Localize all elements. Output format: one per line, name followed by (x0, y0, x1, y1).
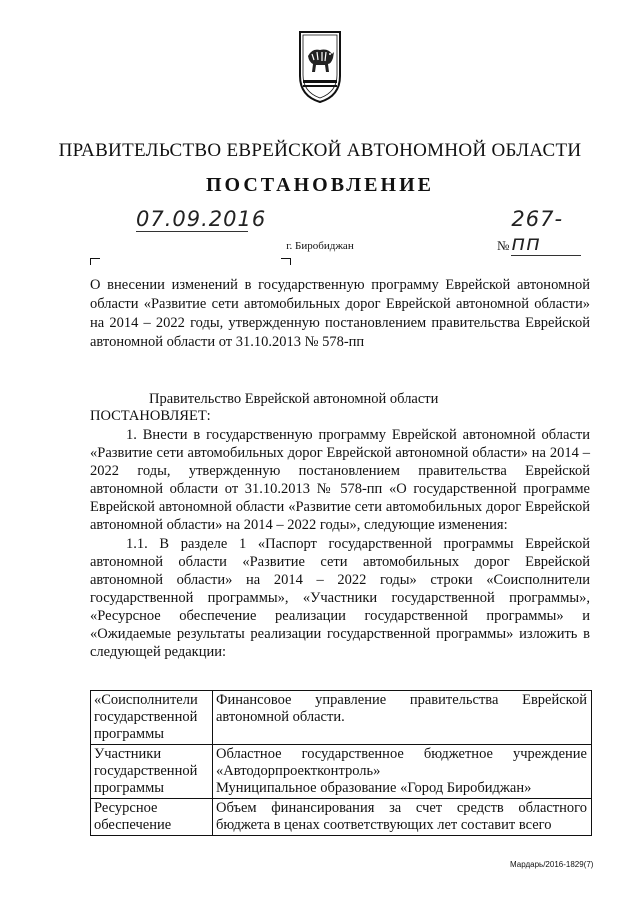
cell-line: Муниципальное образование «Город Биробиджан» (216, 780, 532, 796)
subject-bracket-right (281, 258, 291, 265)
paragraph-1: 1. Внести в государственную программу Еврейской автономной области «Развитие сети автомобильных дорог Еврейской автономной области» на 2014 – 2022 годы, утвержденную постановлением правительства Еврейской автономной области от 31.10.2013 № 578-пп «О государственной программе Еврейской автономной области «Развитие сети автомобильных дорог Еврейской автономной области» на 2014 – 2022 годы», следующие изменения: (90, 427, 590, 534)
number-sign: № (497, 238, 510, 253)
document-number: 267-пп (511, 207, 581, 256)
preamble: Правительство Еврейской автономной области (149, 391, 439, 407)
cell-line: обеспечение (94, 817, 172, 833)
paragraph-1-1: 1.1. В разделе 1 «Паспорт государственной программы Еврейской автономной области «Развитие сети автомобильных дорог Еврейской автономной области» на 2014 – 2022 годы» строки «Соисполнители государственной программы», «Участники государственной программы», «Ресурсное обеспечение реализации государственной программы» и «Ожидаемые результаты реализации государственной программы» изложить в следующей редакции: (90, 535, 590, 661)
footer-reference: Мардарь/2016-1829(7) (510, 860, 594, 869)
cell-line: Объем финансирования за счет средств областного бюджета в ценах соответствующих лет составит всего (216, 800, 587, 833)
table-cell-label (91, 745, 213, 799)
table-cell-label (91, 691, 213, 745)
cell-line: Участники (94, 746, 162, 762)
table-cell-label (91, 799, 213, 836)
cell-line: Ресурсное (94, 800, 158, 816)
table-row (91, 691, 592, 745)
document-city: г. Биробиджан (286, 240, 354, 252)
cell-line: Финансовое управление правительства Еврейской автономной области. (216, 692, 587, 725)
cell-line: государственной (94, 709, 198, 725)
cell-line: «Соисполнители (94, 692, 198, 708)
cell-line: государственной (94, 763, 198, 779)
government-title: ПРАВИТЕЛЬСТВО ЕВРЕЙСКОЙ АВТОНОМНОЙ ОБЛАСТИ (58, 140, 582, 161)
document-date: 07.09.2016 (136, 207, 267, 231)
table-row (91, 799, 592, 836)
subject-bracket-left (90, 258, 100, 265)
cell-line: Областное государственное бюджетное учреждение «Автодорпроектконтроль» (216, 746, 587, 779)
document-type: ПОСТАНОВЛЕНИЕ (206, 174, 434, 196)
document-subject: О внесении изменений в государственную программу Еврейской автономной области «Развитие сети автомобильных дорог Еврейской автономной области» на 2014 – 2022 годы, утвержденную постановлением правительства Еврейской автономной области от 31.10.2013 № 578-пп (90, 277, 590, 350)
passport-table (90, 690, 592, 836)
coat-of-arms-emblem (298, 30, 342, 104)
table-cell-value (213, 691, 592, 745)
document-body (90, 426, 590, 661)
resolves-heading: ПОСТАНОВЛЯЕТ: (90, 408, 211, 424)
cell-line: программы (94, 780, 164, 796)
table-cell-value (213, 745, 592, 799)
table-row (91, 745, 592, 799)
table-cell-value (213, 799, 592, 836)
cell-line: программы (94, 726, 164, 742)
